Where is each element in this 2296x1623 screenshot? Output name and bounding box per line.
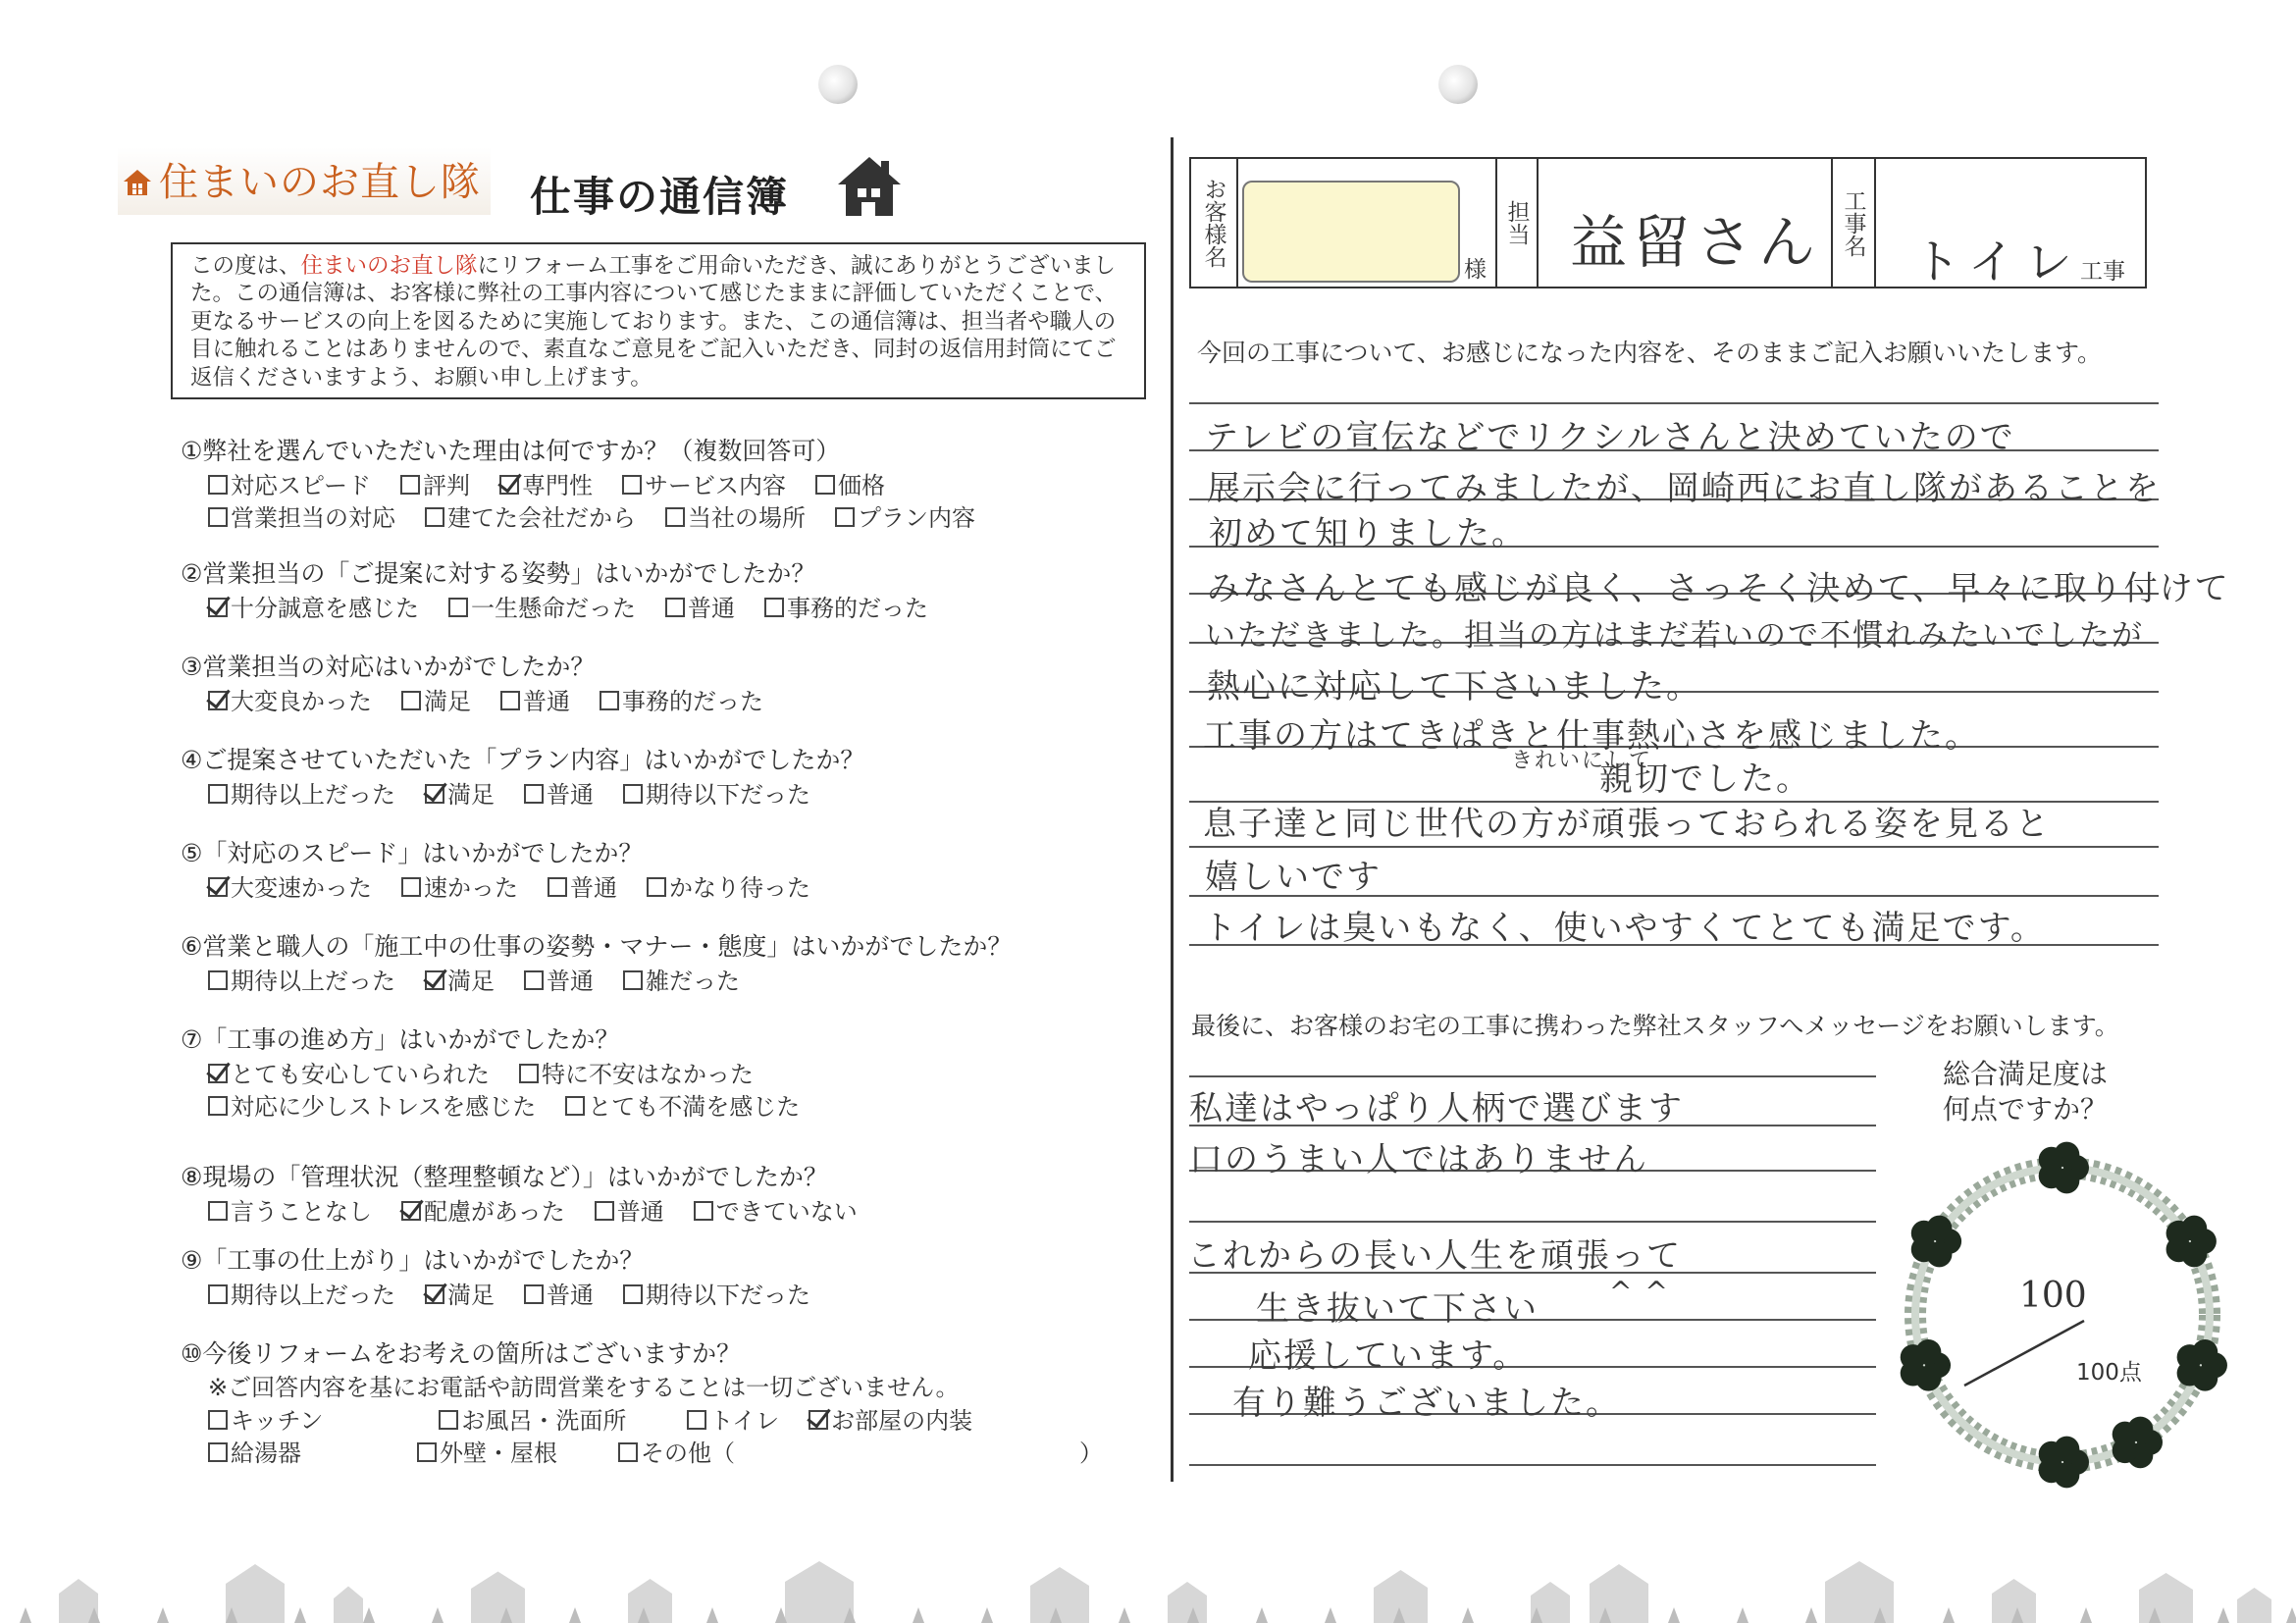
footer-tree xyxy=(294,1607,306,1623)
comment-prompt: 今回の工事について、お感じになった内容を、そのままご記入お願いいたします。 xyxy=(1197,339,2103,367)
koji-label: 工事名 xyxy=(1833,159,1876,287)
footer-tree xyxy=(2286,1607,2296,1623)
checkbox-checked[interactable] xyxy=(208,877,228,897)
wreath-flower-petal xyxy=(2054,1142,2079,1168)
comment-line-8: 親切でした。 xyxy=(1599,759,1811,799)
option-label: 普通 xyxy=(547,1282,594,1309)
option-label: 専門性 xyxy=(522,472,594,499)
option-label: 言うことなし xyxy=(231,1198,372,1226)
option-大変良かった[interactable] xyxy=(208,682,372,716)
comment-line-3: 初めて知りました。 xyxy=(1209,514,1527,553)
option-速かった[interactable] xyxy=(401,868,518,903)
comment-line-7: 工事の方はてきぱきと仕事熱心さを感じました。 xyxy=(1203,716,1980,756)
comment-line-9: 息子達と同じ世代の方が頑張っておられる姿を見ると xyxy=(1203,805,2051,844)
footer-tree xyxy=(1256,1607,1268,1623)
question-2-options xyxy=(208,589,958,623)
question-4-options xyxy=(208,775,840,810)
message-line-1: 私達はやっぱり人柄で選びます xyxy=(1189,1089,1684,1128)
checkbox[interactable] xyxy=(401,877,421,897)
option-建てた会社だから[interactable] xyxy=(425,498,636,533)
message-line-5: 応援しています。 xyxy=(1248,1336,1529,1376)
option-外壁・屋根[interactable] xyxy=(417,1434,557,1468)
option-label: とても不満を感じた xyxy=(588,1093,801,1121)
question-10-note: ※ご回答内容を基にお電話や訪問営業をすることは一切ございません。 xyxy=(208,1374,960,1401)
footer-tree xyxy=(1737,1607,1748,1623)
option-label: 営業担当の対応 xyxy=(231,504,395,532)
option-label: 当社の場所 xyxy=(688,504,806,532)
wreath-flower-petal xyxy=(1915,1339,1941,1365)
option-label: 雑だった xyxy=(646,968,740,995)
option-言うことなし[interactable] xyxy=(208,1192,372,1227)
option-label: 評判 xyxy=(423,472,471,499)
footer-tree xyxy=(1805,1607,1817,1623)
option-label: 対応に少しストレスを感じた xyxy=(231,1093,537,1121)
option-label: 十分誠意を感じた xyxy=(231,595,419,622)
column-divider xyxy=(1171,137,1174,1482)
option-雑だった[interactable] xyxy=(623,962,740,996)
checkbox[interactable] xyxy=(519,1064,539,1083)
checkbox[interactable] xyxy=(600,691,619,710)
option-label: 大変良かった xyxy=(231,688,372,715)
option-普通[interactable] xyxy=(665,589,735,623)
comment-insert: きれいにして xyxy=(1511,749,1653,773)
option-label: 普通 xyxy=(523,688,570,715)
option-label: 期待以下だった xyxy=(646,781,810,809)
option-label: その他（ xyxy=(641,1440,735,1467)
wreath-flower-petal xyxy=(1926,1216,1952,1241)
option-label: 事務的だった xyxy=(622,688,763,715)
checkbox-checked[interactable] xyxy=(401,1201,421,1221)
question-1-options xyxy=(208,466,914,500)
satisfaction-q1: 総合満足度は xyxy=(1942,1058,2108,1090)
option-評判[interactable] xyxy=(400,466,470,500)
question-5: ⑤「対応のスピード」はいかがでしたか？ xyxy=(181,839,644,867)
checkbox[interactable] xyxy=(208,1284,228,1304)
option-label: 外壁・屋根 xyxy=(440,1440,557,1467)
checkbox[interactable] xyxy=(524,784,544,804)
checkbox[interactable] xyxy=(815,475,835,495)
comment-line-11: トイレは臭いもなく、使いやすくてとても満足です。 xyxy=(1203,909,2046,948)
footer-tree xyxy=(1943,1607,1955,1623)
option-事務的だった[interactable] xyxy=(764,589,928,623)
comment-line-1: テレビの宣伝などでリクシルさんと決めていたので xyxy=(1205,418,2015,457)
footer-tree xyxy=(1325,1607,1336,1623)
question-9-options xyxy=(208,1276,840,1310)
option-お部屋の内装[interactable] xyxy=(809,1401,972,1436)
footer-house xyxy=(628,1579,672,1623)
question-8: ⑧現場の「管理状況（整理整頓など）」はいかがでしたか？ xyxy=(181,1163,828,1191)
checkbox[interactable] xyxy=(565,1096,585,1116)
option-十分誠意を感じた[interactable] xyxy=(208,589,419,623)
message-rule xyxy=(1189,1075,1876,1077)
footer-tree xyxy=(1119,1607,1130,1623)
comment-line-6: 熱心に対応して下さいました。 xyxy=(1207,667,1701,707)
question-1: ①弊社を選んでいただいた理由は何ですか？（複数回答可） xyxy=(181,437,841,465)
satisfaction-question xyxy=(1927,1057,2123,1127)
question-6: ⑥営業と職人の「施工中の仕事の姿勢・マナー・態度」はいかがでしたか？ xyxy=(181,932,1013,961)
option-期待以上だった[interactable] xyxy=(208,1276,395,1310)
checkbox[interactable] xyxy=(208,1410,228,1430)
checkbox[interactable] xyxy=(687,1410,706,1430)
option-満足[interactable] xyxy=(425,1276,495,1310)
question-9: ⑨「工事の仕上がり」はいかがでしたか？ xyxy=(181,1246,645,1275)
option-label: お風呂・洗面所 xyxy=(461,1407,627,1435)
footer-tree xyxy=(913,1607,924,1623)
option-期待以上だった[interactable] xyxy=(208,962,395,996)
footer-house xyxy=(334,1587,363,1623)
other-close-paren: ） xyxy=(1079,1440,1103,1467)
checkbox[interactable] xyxy=(208,1096,228,1116)
option-普通[interactable] xyxy=(524,962,594,996)
checkbox[interactable] xyxy=(208,475,228,495)
checkbox[interactable] xyxy=(548,877,567,897)
footer-tree xyxy=(569,1607,581,1623)
checkbox[interactable] xyxy=(694,1201,713,1221)
option-label: サービス内容 xyxy=(645,472,787,499)
comment-rule xyxy=(1189,846,2159,848)
checkbox[interactable] xyxy=(208,1442,228,1462)
option-label: 満足 xyxy=(424,688,471,715)
option-期待以下だった[interactable] xyxy=(623,775,810,810)
footer-house xyxy=(1590,1564,1648,1623)
question-7-options xyxy=(208,1087,829,1122)
message-line-2: 口のうまい人ではありません xyxy=(1189,1140,1648,1179)
option-給湯器[interactable] xyxy=(208,1434,301,1468)
koji-value: トイレ xyxy=(1913,235,2082,289)
option-label: 大変速かった xyxy=(231,874,372,902)
option-label: 速かった xyxy=(424,874,518,902)
checkbox[interactable] xyxy=(417,1442,437,1462)
question-6-options xyxy=(208,962,769,996)
checkbox-checked[interactable] xyxy=(208,1064,228,1083)
footer-tree xyxy=(706,1607,718,1623)
option-満足[interactable] xyxy=(425,775,495,810)
option-できていない[interactable] xyxy=(694,1192,858,1227)
question-10-options xyxy=(208,1401,1002,1436)
comment-line-5: いただきました。担当の方はまだ若いので不慣れみたいでしたが xyxy=(1205,618,2144,654)
footer-tree xyxy=(981,1607,993,1623)
footer-tree xyxy=(363,1607,375,1623)
intro-p1: この度は、 xyxy=(190,253,301,279)
option-label: 満足 xyxy=(447,968,495,995)
house-icon xyxy=(834,153,905,224)
checkbox[interactable] xyxy=(208,970,228,990)
option-label: 期待以下だった xyxy=(646,1282,810,1309)
option-label: 配慮があった xyxy=(424,1198,565,1226)
option-label: 特に不安はなかった xyxy=(542,1061,754,1088)
option-サービス内容[interactable] xyxy=(622,466,786,500)
option-普通[interactable] xyxy=(595,1192,664,1227)
intro-brand: 住まいのお直し隊 xyxy=(300,253,478,279)
checkbox[interactable] xyxy=(595,1201,614,1221)
comment-line-10: 嬉しいです xyxy=(1205,858,1382,897)
checkbox-checked[interactable] xyxy=(208,691,228,710)
checkbox[interactable] xyxy=(835,507,855,527)
option-お風呂・洗面所[interactable] xyxy=(439,1401,626,1436)
footer-tree xyxy=(1462,1607,1474,1623)
option-label: 価格 xyxy=(838,472,886,499)
option-普通[interactable] xyxy=(500,682,570,716)
comment-rule xyxy=(1189,402,2159,404)
binder-hole-left xyxy=(818,65,858,104)
checkbox[interactable] xyxy=(208,1201,228,1221)
footer-tree xyxy=(2218,1607,2229,1623)
footer-tree xyxy=(1668,1607,1680,1623)
option-対応に少しストレスを感じた[interactable] xyxy=(208,1087,536,1122)
option-かなり待った[interactable] xyxy=(647,868,810,903)
question-1-options xyxy=(208,498,1005,533)
checkbox[interactable] xyxy=(665,507,685,527)
comment-line-2: 展示会に行ってみましたが、岡崎西にお直し隊があることを xyxy=(1207,469,2161,508)
question-5-options xyxy=(208,868,840,903)
checkbox-checked[interactable] xyxy=(425,784,444,804)
option-label: キッチン xyxy=(231,1407,324,1435)
checkbox[interactable] xyxy=(208,784,228,804)
option-label: 一生懸命だった xyxy=(471,595,636,622)
checkbox[interactable] xyxy=(208,507,228,527)
message-line-3: これからの長い人生を頑張って xyxy=(1187,1236,1682,1276)
question-8-options xyxy=(208,1192,887,1227)
checkbox[interactable] xyxy=(764,598,784,617)
option-label: トイレ xyxy=(709,1407,780,1435)
footer-tree xyxy=(20,1607,31,1623)
checkbox[interactable] xyxy=(439,1410,458,1430)
option-満足[interactable] xyxy=(425,962,495,996)
option-label: 事務的だった xyxy=(787,595,928,622)
option-事務的だった[interactable] xyxy=(600,682,763,716)
tanto-value: 益留さん xyxy=(1570,209,1822,276)
checkbox-checked[interactable] xyxy=(809,1410,828,1430)
footer-house xyxy=(1168,1582,1207,1623)
option-一生懸命だった[interactable] xyxy=(448,589,636,623)
footer-tree xyxy=(2080,1607,2092,1623)
option-普通[interactable] xyxy=(524,1276,594,1310)
option-label: お部屋の内装 xyxy=(831,1407,973,1435)
checkbox-checked[interactable] xyxy=(208,598,228,617)
wreath-flower-petal xyxy=(2192,1339,2218,1365)
option-label: 満足 xyxy=(447,1282,495,1309)
score-handwritten: 100 xyxy=(2019,1276,2087,1316)
option-普通[interactable] xyxy=(548,868,617,903)
option-label: 普通 xyxy=(547,968,594,995)
option-label: 期待以上だった xyxy=(231,1282,395,1309)
option-label: とても安心していられた xyxy=(231,1061,490,1088)
comment-line-4: みなさんとても感じが良く、さっそく決めて、早々に取り付けて xyxy=(1207,569,2230,608)
footer-house xyxy=(1030,1567,1089,1623)
emoticon: ^ ^ xyxy=(1609,1276,1670,1308)
checkbox[interactable] xyxy=(448,598,468,617)
message-line-6: 有り難うございました。 xyxy=(1232,1384,1621,1423)
option-トイレ[interactable] xyxy=(687,1401,779,1436)
checkbox-checked[interactable] xyxy=(425,970,444,990)
footer-house xyxy=(1992,1579,2036,1623)
question-10-options xyxy=(208,1434,764,1468)
option-価格[interactable] xyxy=(815,466,885,500)
option-満足[interactable] xyxy=(401,682,471,716)
wreath-flower-petal xyxy=(2127,1417,2153,1442)
option-label: 対応スピード xyxy=(231,472,372,499)
footer-house xyxy=(471,1572,525,1623)
page-title: 仕事の通信簿 xyxy=(530,173,790,221)
question-7: ⑦「工事の進め方」はいかがでしたか？ xyxy=(181,1025,620,1054)
checkbox[interactable] xyxy=(623,1284,643,1304)
wreath-flower-petal xyxy=(2054,1437,2079,1462)
brand-house-icon xyxy=(122,162,153,207)
question-10: ⑩今後リフォームをお考えの箇所はございますか？ xyxy=(181,1339,742,1368)
binder-hole-right xyxy=(1438,65,1478,104)
option-とても不満を感じた[interactable] xyxy=(565,1087,800,1122)
option-label: 期待以上だった xyxy=(231,781,395,809)
footer-town-illustration xyxy=(0,1519,2296,1623)
intro-text xyxy=(171,242,1146,399)
checkbox[interactable] xyxy=(400,475,420,495)
message-line-4: 生き抜いて下さい xyxy=(1256,1289,1539,1329)
option-label: 普通 xyxy=(547,781,594,809)
option-label: 期待以上だった xyxy=(231,968,395,995)
option-とても安心していられた[interactable] xyxy=(208,1055,490,1089)
option-キッチン[interactable] xyxy=(208,1401,323,1436)
option-label: 普通 xyxy=(616,1198,664,1226)
footer-house xyxy=(1825,1561,1894,1623)
checkbox-checked[interactable] xyxy=(499,475,519,495)
brand-name: 住まいのお直し隊 xyxy=(159,160,481,205)
customer-name-label: お客様名 xyxy=(1191,159,1238,287)
option-label: 満足 xyxy=(447,781,495,809)
option-その他（[interactable] xyxy=(618,1434,735,1468)
checkbox[interactable] xyxy=(524,1284,544,1304)
question-7-options xyxy=(208,1055,783,1089)
header-table xyxy=(1189,157,2147,288)
intro-p2: にリフォーム工事をご用命いただき、誠にありがとうございました。この通信簿は、お客様に弊社の工事内容について感じたままに評価していただくことで、更なるサービスの向上を図るために実施しております。また、この通信簿は、担当者や職人の目に触れることはありませんので、素直なご意見をご記入いただき、同封の返信用封筒にてご返信くださいますよう、お願い申し上げます。 xyxy=(190,253,1118,391)
footer-house xyxy=(785,1561,854,1623)
question-4: ④ご提案させていただいた「プラン内容」はいかがでしたか？ xyxy=(181,746,865,774)
checkbox-checked[interactable] xyxy=(425,1284,444,1304)
sama-suffix: 様 xyxy=(1464,257,1487,283)
option-label: 普通 xyxy=(688,595,735,622)
option-期待以下だった[interactable] xyxy=(623,1276,810,1310)
option-label: 建てた会社だから xyxy=(447,504,636,532)
option-大変速かった[interactable] xyxy=(208,868,372,903)
option-普通[interactable] xyxy=(524,775,594,810)
checkbox[interactable] xyxy=(647,877,666,897)
footer-house xyxy=(226,1564,285,1623)
brand-logo xyxy=(118,147,491,215)
checkbox[interactable] xyxy=(425,507,444,527)
option-label: 給湯器 xyxy=(231,1440,301,1467)
tanto-label: 担当 xyxy=(1497,159,1539,287)
message-prompt: 最後に、お客様のお宅の工事に携わった弊社スタッフへメッセージをお願いします。 xyxy=(1191,1012,2119,1040)
checkbox[interactable] xyxy=(401,691,421,710)
option-専門性[interactable] xyxy=(499,466,593,500)
satisfaction-q2: 何点ですか？ xyxy=(1942,1093,2108,1126)
option-対応スピード[interactable] xyxy=(208,466,371,500)
option-label: できていない xyxy=(715,1198,858,1226)
checkbox[interactable] xyxy=(622,475,642,495)
message-rule xyxy=(1189,1464,1876,1466)
option-特に不安はなかった[interactable] xyxy=(519,1055,754,1089)
option-プラン内容[interactable] xyxy=(835,498,975,533)
wreath-flower-petal xyxy=(2181,1216,2207,1241)
checkbox[interactable] xyxy=(618,1442,638,1462)
option-期待以上だった[interactable] xyxy=(208,775,395,810)
checkbox[interactable] xyxy=(524,970,544,990)
option-当社の場所[interactable] xyxy=(665,498,806,533)
footer-house xyxy=(2237,1588,2271,1623)
checkbox[interactable] xyxy=(623,784,643,804)
checkbox[interactable] xyxy=(623,970,643,990)
koji-suffix: 工事 xyxy=(2080,259,2125,285)
option-label: かなり待った xyxy=(669,874,810,902)
question-3: ③営業担当の対応はいかがでしたか？ xyxy=(181,653,596,681)
question-3-options xyxy=(208,682,793,716)
customer-name-field[interactable] xyxy=(1242,181,1460,283)
checkbox[interactable] xyxy=(665,598,685,617)
message-rule xyxy=(1189,1221,1876,1223)
score-label: 100点 xyxy=(2076,1360,2142,1386)
option-営業担当の対応[interactable] xyxy=(208,498,395,533)
option-label: 普通 xyxy=(570,874,617,902)
option-label: プラン内容 xyxy=(858,504,975,532)
question-2: ②営業担当の「ご提案に対する姿勢」はいかがでしたか？ xyxy=(181,559,816,588)
footer-house xyxy=(2139,1573,2193,1623)
footer-tree xyxy=(432,1607,444,1623)
checkbox[interactable] xyxy=(500,691,520,710)
option-配慮があった[interactable] xyxy=(401,1192,565,1227)
footer-tree xyxy=(157,1607,169,1623)
